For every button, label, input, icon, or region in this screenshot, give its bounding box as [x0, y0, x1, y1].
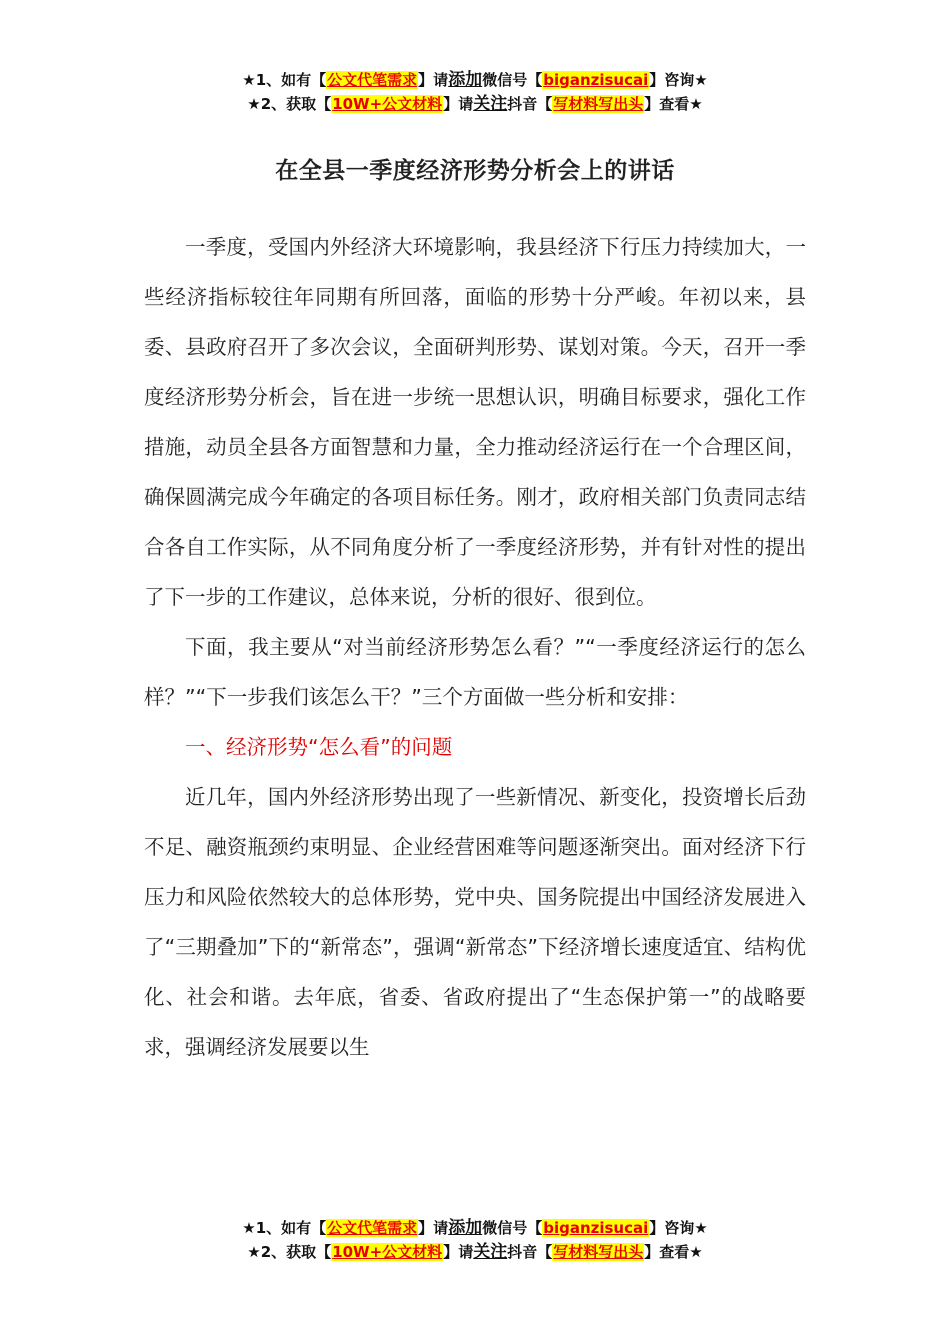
- body-paragraph: 下面，我主要从“对当前经济形势怎么看？”“一季度经济运行的怎么样？”“下一步我们该怎么干？”三个方面做一些分析和安排：: [144, 635, 806, 709]
- highlight-douyin-account: 写材料写出头: [553, 1243, 644, 1261]
- banner-line-1: [0, 68, 950, 92]
- banner-text: 】查看★: [644, 95, 703, 113]
- banner-line-1: [0, 1216, 950, 1240]
- highlight-service: 公文代笔需求: [327, 1219, 418, 1237]
- highlight-wechat-id: biganzisucai: [543, 71, 649, 89]
- banner-text: 】请: [418, 71, 449, 89]
- document-title: 在全县一季度经济形势分析会上的讲话: [275, 158, 675, 184]
- highlight-materials: 10W+公文材料: [332, 95, 443, 113]
- banner-text: 】请: [418, 1219, 449, 1237]
- document-body: [144, 222, 806, 1072]
- highlight-service: 公文代笔需求: [327, 71, 418, 89]
- banner-text: 】咨询★: [649, 71, 708, 89]
- banner-text: ★2、获取【: [247, 95, 332, 113]
- body-paragraph: 近几年，国内外经济形势出现了一些新情况、新变化，投资增长后劲不足、融资瓶颈约束明显、企业经营困难等问题逐渐突出。面对经济下行压力和风险依然较大的总体形势，党中央、国务院提出中国经济发展进入了“三期叠加”下的“新常态”，强调“新常态”下经济增长速度适宜、结构优化、社会和谐。去年底，省委、省政府提出了“生态保护第一”的战略要求，强调经济发展要以生: [144, 785, 806, 1059]
- highlight-douyin-account: 写材料写出头: [553, 95, 644, 113]
- banner-text: 】请: [443, 1243, 474, 1261]
- footer-banner: [0, 1216, 950, 1264]
- banner-line-2: [0, 92, 950, 116]
- banner-text: ★1、如有【: [242, 71, 327, 89]
- highlight-materials: 10W+公文材料: [332, 1243, 443, 1261]
- section-heading: 一、经济形势“怎么看”的问题: [185, 735, 453, 759]
- banner-text: 抖音【: [507, 95, 553, 113]
- header-banner: [0, 68, 950, 116]
- banner-text: ★1、如有【: [242, 1219, 327, 1237]
- banner-text: 】咨询★: [649, 1219, 708, 1237]
- highlight-wechat-id: biganzisucai: [543, 1219, 649, 1237]
- banner-text: 微信号【: [482, 1219, 543, 1237]
- banner-text: 微信号【: [482, 71, 543, 89]
- banner-emphasis: 关注: [473, 1242, 508, 1262]
- banner-text: 抖音【: [507, 1243, 553, 1261]
- banner-emphasis: 添加: [448, 1218, 483, 1238]
- banner-emphasis: 关注: [473, 94, 508, 114]
- banner-text: ★2、获取【: [247, 1243, 332, 1261]
- body-paragraph: 一季度，受国内外经济大环境影响，我县经济下行压力持续加大，一些经济指标较往年同期有所回落，面临的形势十分严峻。年初以来，县委、县政府召开了多次会议，全面研判形势、谋划对策。今天，召开一季度经济形势分析会，旨在进一步统一思想认识，明确目标要求，强化工作措施，动员全县各方面智慧和力量，全力推动经济运行在一个合理区间，确保圆满完成今年确定的各项目标任务。刚才，政府相关部门负责同志结合各自工作实际，从不同角度分析了一季度经济形势，并有针对性的提出了下一步的工作建议，总体来说，分析的很好、很到位。: [144, 235, 806, 609]
- banner-text: 】请: [443, 95, 474, 113]
- banner-emphasis: 添加: [448, 70, 483, 90]
- banner-line-2: [0, 1240, 950, 1264]
- banner-text: 】查看★: [644, 1243, 703, 1261]
